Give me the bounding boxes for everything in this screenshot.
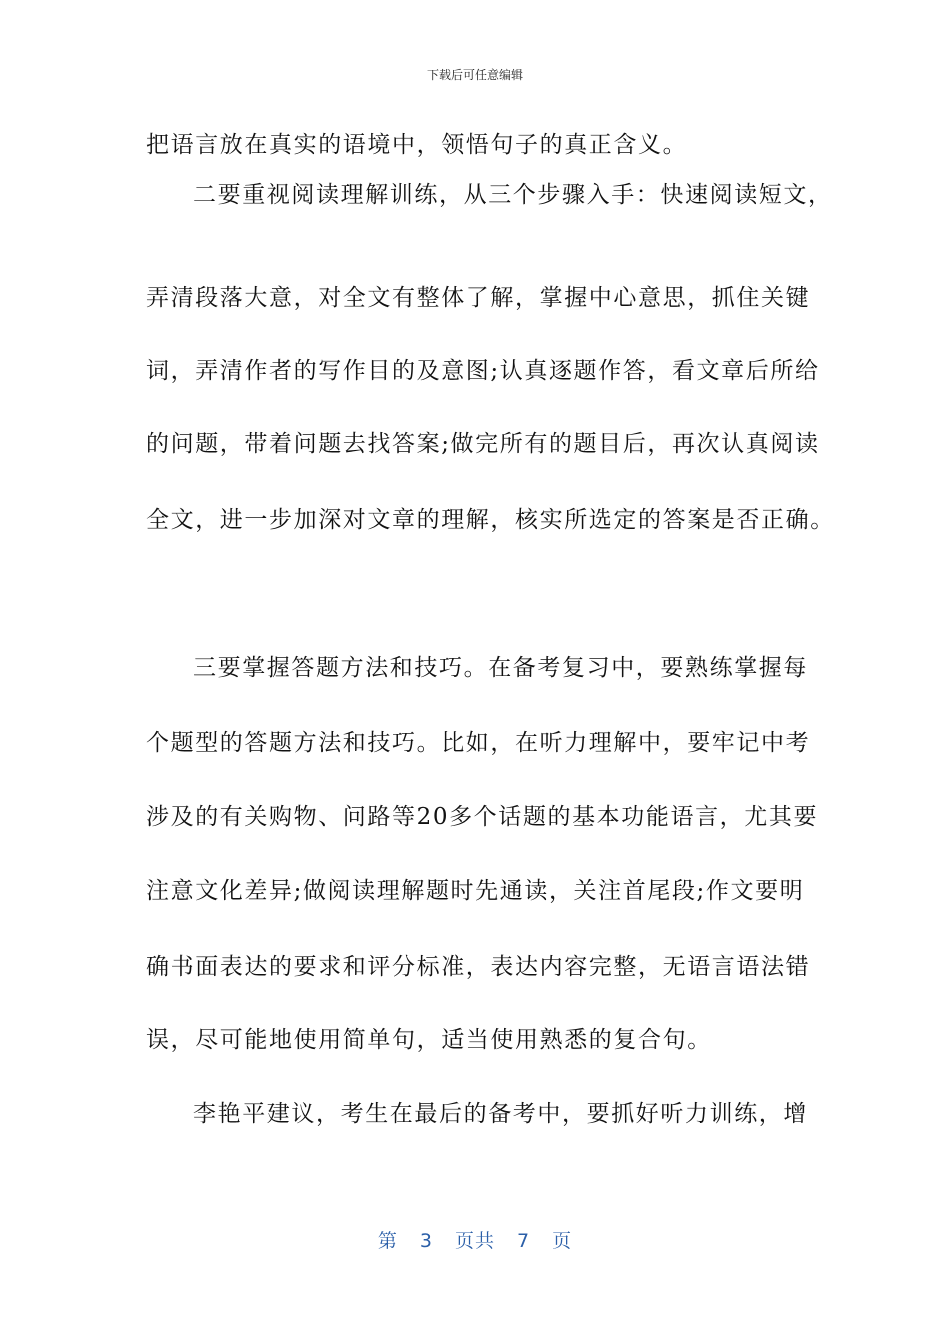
footer-current-page: 3 bbox=[419, 1230, 433, 1252]
body-line-9: 涉及的有关购物、问路等20多个话题的基本功能语言，尤其要 bbox=[146, 804, 819, 830]
paragraph-start-line: 三要掌握答题方法和技巧。在备考复习中，要熟练掌握每 bbox=[193, 655, 808, 681]
body-line-3: 弄清段落大意，对全文有整体了解，掌握中心意思，抓住关键 bbox=[146, 285, 811, 311]
header-note: 下载后可任意编辑 bbox=[426, 68, 523, 82]
page-footer bbox=[0, 1226, 950, 1253]
body-line-10: 注意文化差异;做阅读理解题时先通读，关注首尾段;作文要明 bbox=[146, 878, 805, 904]
body-line-11: 确书面表达的要求和评分标准，表达内容完整，无语言语法错 bbox=[146, 954, 811, 980]
body-line-12: 误，尽可能地使用简单句，适当使用熟悉的复合句。 bbox=[146, 1027, 712, 1053]
footer-prefix: 第 bbox=[377, 1230, 398, 1252]
body-line-4: 词，弄清作者的写作目的及意图;认真逐题作答，看文章后所给 bbox=[146, 358, 820, 384]
paragraph-start-line: 李艳平建议，考生在最后的备考中，要抓好听力训练，增 bbox=[193, 1101, 808, 1127]
footer-suffix: 页 bbox=[552, 1230, 573, 1252]
body-line-6: 全文，进一步加深对文章的理解，核实所选定的答案是否正确。 bbox=[146, 507, 835, 533]
footer-middle: 页共 bbox=[454, 1230, 495, 1252]
body-line-8: 个题型的答题方法和技巧。比如，在听力理解中，要牢记中考 bbox=[146, 730, 811, 756]
footer-total-pages: 7 bbox=[517, 1230, 531, 1252]
paragraph-start-line: 二要重视阅读理解训练，从三个步骤入手：快速阅读短文， bbox=[193, 182, 833, 208]
body-line-5: 的问题，带着问题去找答案;做完所有的题目后，再次认真阅读 bbox=[146, 431, 820, 457]
body-line-1: 把语言放在真实的语境中，领悟句子的真正含义。 bbox=[146, 132, 688, 158]
